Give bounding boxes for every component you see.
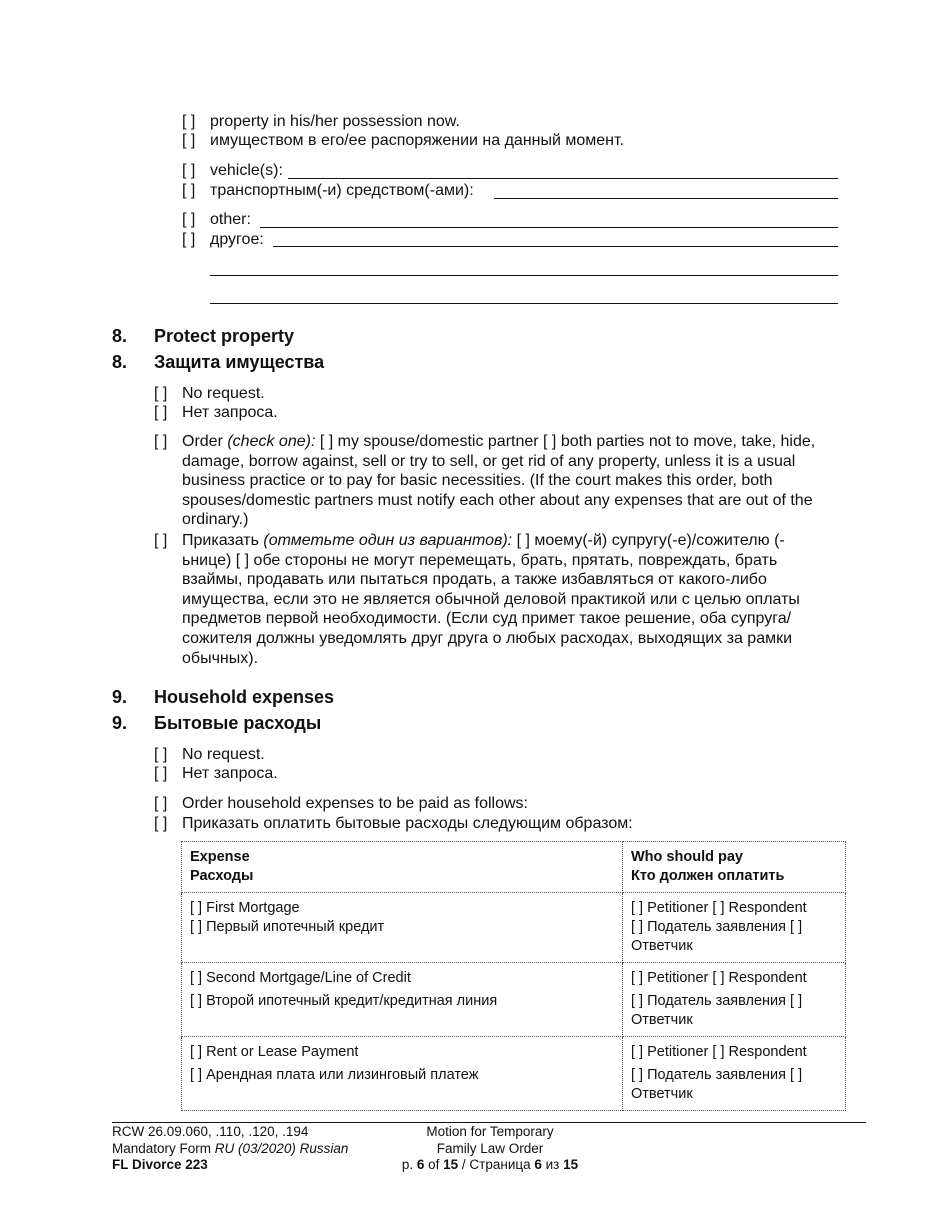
page-ru-num: 6 — [534, 1157, 542, 1172]
checkbox[interactable]: [ ] — [154, 532, 168, 549]
who-pays-cell[interactable] — [623, 1037, 846, 1111]
order-prefix: Приказать — [182, 532, 264, 549]
option-label: имуществом в его/ее распоряжении на данный момент. — [210, 132, 625, 149]
section-9-number: 9. — [112, 687, 128, 707]
expense-en[interactable]: [ ] First Mortgage — [190, 900, 300, 916]
section-8-number: 8. — [112, 326, 128, 346]
table-row — [182, 1037, 846, 1111]
section-9-number-ru: 9. — [112, 713, 128, 733]
no-request-ru: Нет запроса. — [182, 404, 278, 421]
header-expense-en: Expense — [190, 849, 250, 865]
who-pays-ru[interactable]: [ ] Податель заявления [ ] Ответчик — [631, 1067, 803, 1102]
header-who-ru: Кто должен оплатить — [631, 868, 785, 884]
expense-cell[interactable] — [182, 963, 623, 1037]
page-p: p. — [401, 1157, 417, 1172]
checkbox[interactable]: [ ] — [182, 231, 196, 248]
option-label: другое: — [210, 231, 264, 248]
checkbox[interactable]: [ ] — [154, 433, 168, 450]
option-label: property in his/her possession now. — [210, 113, 460, 130]
who-pays-en[interactable]: [ ] Petitioner [ ] Respondent — [631, 900, 807, 916]
vehicle-fill-line[interactable] — [288, 178, 838, 179]
checkbox[interactable]: [ ] — [154, 815, 168, 832]
header-who-pays — [623, 842, 846, 893]
header-who-en: Who should pay — [631, 849, 743, 865]
expense-en[interactable]: [ ] Rent or Lease Payment — [190, 1044, 359, 1060]
table-row — [182, 893, 846, 963]
expense-table — [181, 841, 846, 1111]
expense-cell[interactable] — [182, 1037, 623, 1111]
checkbox[interactable]: [ ] — [154, 765, 168, 782]
order-check-one: (отметьте один из вариантов): — [263, 532, 513, 549]
order-protect-en — [182, 432, 832, 530]
expense-ru[interactable]: [ ] Первый ипотечный кредит — [190, 919, 385, 935]
blank-fill-line[interactable] — [210, 275, 838, 276]
footer-divider — [112, 1122, 866, 1123]
expense-ru[interactable]: [ ] Арендная плата или лизинговый платеж — [190, 1067, 479, 1083]
who-pays-en[interactable]: [ ] Petitioner [ ] Respondent — [631, 970, 807, 986]
header-expense-ru: Расходы — [190, 868, 254, 884]
order-text: [ ] моему(-й) супругу(-е)/сожителю (-ьнице) [ ] обе стороны не могут перемещать, брать, прятать, повреждать, брать взаймы, продавать или пытаться продать, а также избавляться от какого-либо имущества, если это не является обычной деловой практикой или с целью оплаты предметов первой необходимости. (Если суд примет такое решение, оба супруга/сожителя должны уведомлять друг друга о любых расходах, выходящих за рамки обычных). — [182, 532, 800, 667]
footer-doc-title-2: Family Law Order — [436, 1140, 544, 1156]
footer-form-id: FL Divorce 223 — [112, 1157, 208, 1172]
order-expenses-en: Order household expenses to be paid as follows: — [182, 795, 528, 812]
checkbox[interactable]: [ ] — [154, 385, 168, 402]
table-row — [182, 963, 846, 1037]
section-9-title-en: Household expenses — [154, 687, 335, 707]
who-pays-ru[interactable]: [ ] Податель заявления [ ] Ответчик — [631, 993, 803, 1028]
section-8-title-ru: Защита имущества — [154, 352, 325, 372]
vehicle-fill-line-ru[interactable] — [494, 198, 838, 199]
page-ru-of: из — [541, 1157, 564, 1172]
checkbox[interactable]: [ ] — [154, 795, 168, 812]
page-total: 15 — [443, 1157, 459, 1172]
page-num: 6 — [416, 1157, 425, 1172]
blank-fill-line[interactable] — [210, 303, 838, 304]
who-pays-en[interactable]: [ ] Petitioner [ ] Respondent — [631, 1044, 807, 1060]
order-text: [ ] my spouse/domestic partner [ ] both parties not to move, take, hide, damage, borrow against, sell or try to sell, or get rid of any property, unless it is a usual business practice or to pay for basic necessities. (If the court makes this order, both spouses/domestic partners must notify each other about any expenses that are out of the ordinary.) — [182, 433, 816, 529]
checkbox[interactable]: [ ] — [182, 162, 196, 179]
page-of: of — [424, 1157, 444, 1172]
footer-doc-title-1: Motion for Temporary — [426, 1124, 554, 1139]
header-expense — [182, 842, 623, 893]
order-check-one: (check one): — [227, 433, 316, 450]
option-label: транспортным(-и) средством(-ами): — [210, 182, 474, 199]
footer-mandatory-form — [112, 1141, 348, 1158]
footer-center — [390, 1124, 590, 1174]
checkbox[interactable]: [ ] — [154, 404, 168, 421]
page-ru-total: 15 — [563, 1157, 579, 1172]
checkbox[interactable]: [ ] — [154, 746, 168, 763]
option-label: other: — [210, 211, 251, 228]
section-8-number-ru: 8. — [112, 352, 128, 372]
other-fill-line[interactable] — [260, 227, 838, 228]
expense-cell[interactable] — [182, 893, 623, 963]
no-request-en: No request. — [182, 746, 265, 763]
footer-page-number — [390, 1157, 590, 1174]
order-protect-ru — [182, 531, 827, 668]
order-expenses-ru: Приказать оплатить бытовые расходы следующим образом: — [182, 815, 633, 832]
expense-en[interactable]: [ ] Second Mortgage/Line of Credit — [190, 970, 411, 986]
checkbox[interactable]: [ ] — [182, 211, 196, 228]
who-pays-ru[interactable]: [ ] Податель заявления [ ] Ответчик — [631, 919, 803, 954]
footer-left — [112, 1124, 348, 1174]
table-header-row — [182, 842, 846, 893]
section-8-title-en: Protect property — [154, 326, 295, 346]
other-fill-line-ru[interactable] — [273, 246, 838, 247]
expense-ru[interactable]: [ ] Второй ипотечный кредит/кредитная линия — [190, 993, 498, 1009]
checkbox[interactable]: [ ] — [182, 113, 196, 130]
who-pays-cell[interactable] — [623, 893, 846, 963]
mandatory-prefix: Mandatory Form — [112, 1140, 215, 1156]
checkbox[interactable]: [ ] — [182, 132, 196, 149]
no-request-en: No request. — [182, 385, 265, 402]
page-ru-sep: / Страница — [458, 1157, 535, 1172]
order-prefix: Order — [182, 433, 228, 450]
footer-rcw: RCW 26.09.060, .110, .120, .194 — [112, 1124, 309, 1139]
checkbox[interactable]: [ ] — [182, 182, 196, 199]
mandatory-form-code: RU (03/2020) Russian — [214, 1140, 349, 1156]
who-pays-cell[interactable] — [623, 963, 846, 1037]
no-request-ru: Нет запроса. — [182, 765, 278, 782]
option-label: vehicle(s): — [210, 162, 283, 179]
section-9-title-ru: Бытовые расходы — [154, 713, 322, 733]
